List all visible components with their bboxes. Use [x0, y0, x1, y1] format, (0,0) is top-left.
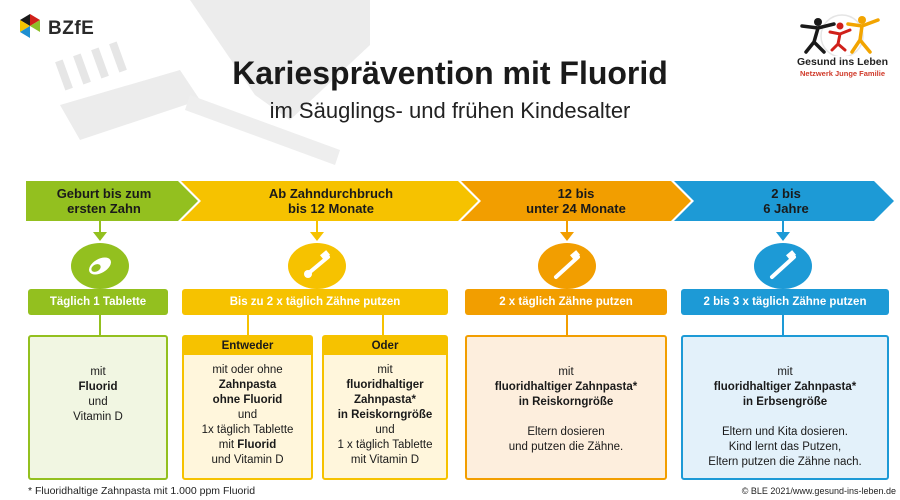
stage-label: 2 bis 6 Jahre: [763, 186, 809, 216]
stage-band: 2 bis 3 x täglich Zähne putzen: [681, 289, 889, 315]
logo-text: BZfE: [48, 18, 95, 39]
stage-label: Ab Zahndurchbruch bis 12 Monate: [268, 186, 394, 216]
info-box-yellow-option-a: Entweder mit oder ohne Zahnpasta ohne Fluorid und 1x täglich Tablette mit Fluorid und Vitamin D: [182, 335, 313, 480]
copyright: © BLE 2021/www.gesund-ins-leben.de: [741, 486, 896, 496]
info-box-green: mit Fluorid und Vitamin D: [28, 335, 168, 480]
connector: [782, 315, 784, 335]
toothbrush-icon: [754, 243, 812, 289]
connector: [99, 315, 101, 335]
info-box-orange: mit fluoridhaltiger Zahnpasta* in Reiskorngröße Eltern dosieren und putzen die Zähne.: [465, 335, 667, 480]
stage-band: 2 x täglich Zähne putzen: [465, 289, 667, 315]
stage-band: Bis zu 2 x täglich Zähne putzen: [182, 289, 448, 315]
stage-label: Geburt bis zum ersten Zahn: [56, 186, 152, 216]
info-box-blue: mit fluoridhaltiger Zahnpasta* in Erbsengröße Eltern und Kita dosieren. Kind lernt das Putzen, Eltern putzen die Zähne nach.: [681, 335, 889, 480]
option-heading: Oder: [324, 337, 446, 355]
pointer-arrow: [560, 232, 574, 241]
stage-label: 12 bis unter 24 Monate: [526, 186, 626, 216]
pointer-arrow: [776, 232, 790, 241]
partner-subtitle: Netzwerk Junge Familie: [799, 69, 886, 78]
pointer-arrow: [93, 232, 107, 241]
connector: [382, 315, 384, 335]
option-heading: Entweder: [184, 337, 311, 355]
timeline-arrow: [26, 181, 894, 221]
family-figures-icon: [790, 12, 895, 56]
stage-band: Täglich 1 Tablette: [28, 289, 168, 315]
pointer-arrow: [310, 232, 324, 241]
connector: [566, 315, 568, 335]
bzfe-logo: [18, 6, 138, 46]
toothbrush-icon: [288, 243, 346, 289]
footnote: * Fluoridhaltige Zahnpasta mit 1.000 ppm Fluorid: [28, 485, 256, 497]
connector: [247, 315, 249, 335]
toothbrush-icon: [538, 243, 596, 289]
partner-title: Gesund ins Leben: [796, 56, 888, 68]
page-title: Kariesprävention mit Fluorid: [232, 55, 668, 91]
bzfe-logo-icon: [18, 10, 46, 46]
page-subtitle: im Säuglings- und frühen Kindesalter: [269, 98, 631, 123]
tablet-icon: [71, 243, 129, 289]
info-box-yellow-option-b: Oder mit fluoridhaltiger Zahnpasta* in Reiskorngröße und 1 x täglich Tablette mit Vitamin D: [322, 335, 448, 480]
